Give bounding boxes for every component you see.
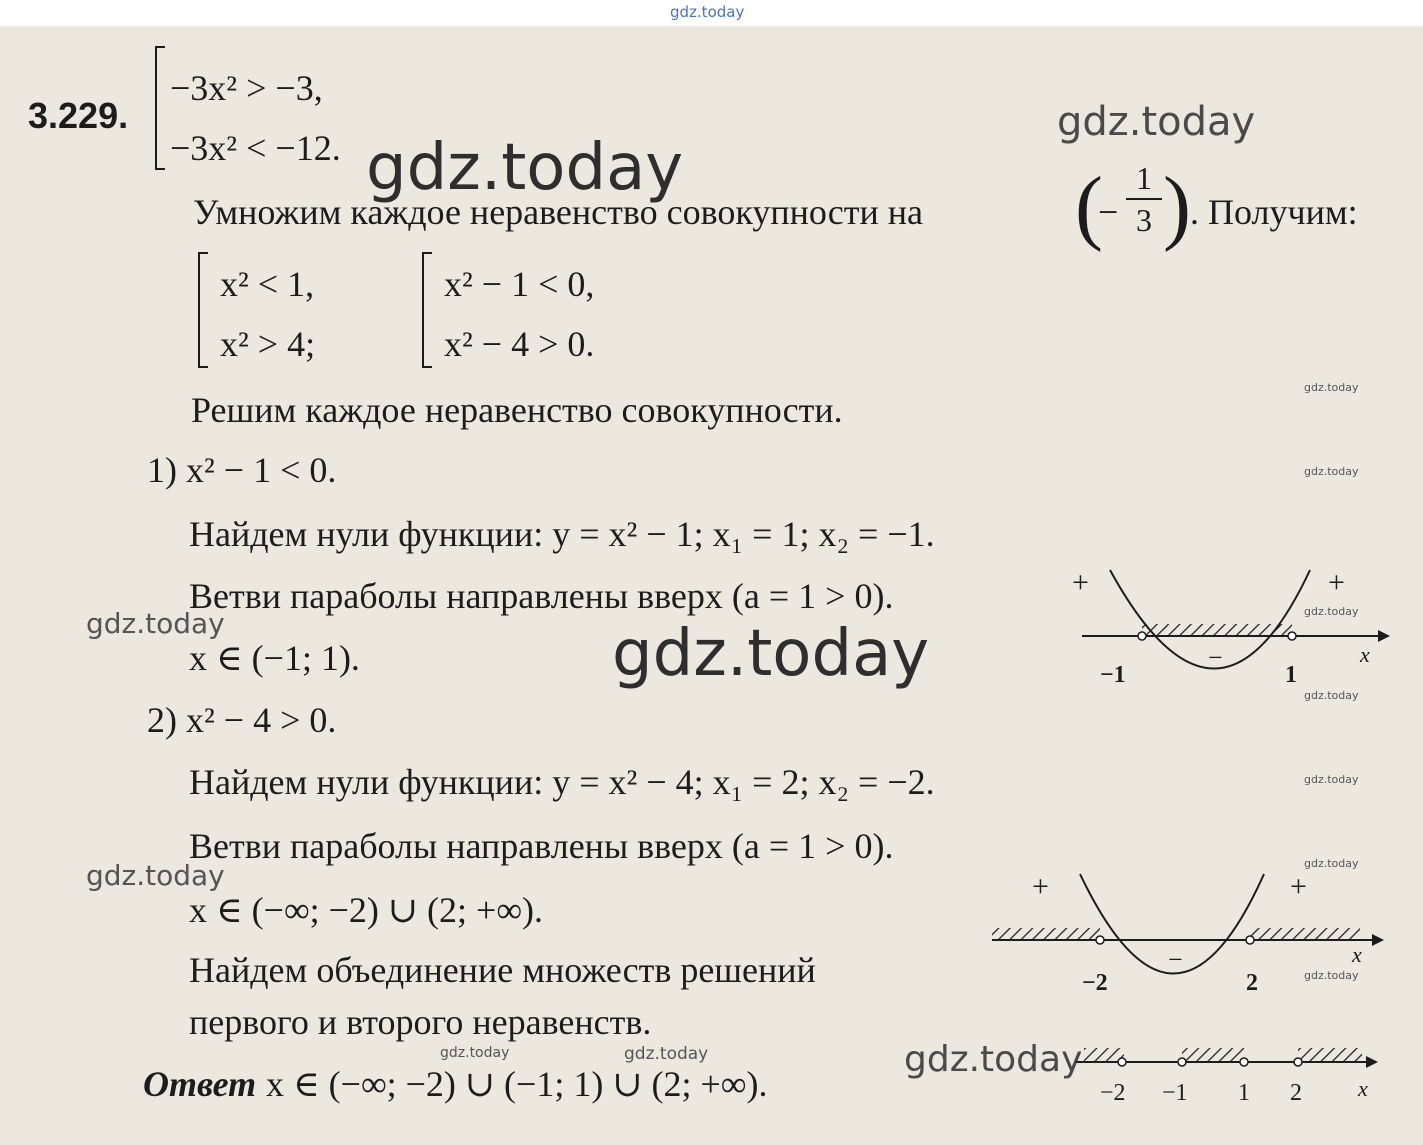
part1-solution: x ∈ (−1; 1).	[189, 638, 360, 678]
part2-solution: x ∈ (−∞; −2) ∪ (2; +∞).	[189, 890, 544, 930]
answer-point-m2	[1118, 1058, 1126, 1066]
part1-minus: −	[1208, 643, 1223, 672]
set-a-line-2: x² > 4;	[220, 324, 316, 364]
watermark-xs-5: gdz.today	[1304, 773, 1359, 786]
part1-root-left-point	[1138, 632, 1146, 640]
watermark-sm-2: gdz.today	[86, 859, 225, 892]
part1-hatch	[1142, 624, 1292, 636]
watermark-xs-8: gdz.today	[440, 1045, 510, 1061]
watermark-xs-9: gdz.today	[624, 1044, 709, 1064]
system-line-2: −3x² < −12.	[170, 128, 341, 168]
part2-axis-label: x	[1352, 942, 1362, 967]
part2-root-left-label: −2	[1082, 970, 1108, 996]
paren-close: )	[1163, 160, 1191, 253]
set-b-line-1: x² − 1 < 0,	[444, 264, 595, 304]
problem-number: 3.229.	[28, 95, 129, 136]
watermark-xs-6: gdz.today	[1304, 857, 1359, 870]
answer-point-2	[1294, 1058, 1302, 1066]
multiply-text: Умножим каждое неравенство совокупности на	[193, 192, 924, 232]
part2-parabola-graph	[990, 868, 1390, 998]
part1-axis-label: x	[1360, 642, 1370, 667]
part2-hatch-left	[992, 928, 1100, 940]
fraction	[1126, 162, 1162, 236]
part1-axis-arrow	[1378, 630, 1390, 642]
part1-inequality: 1) x² − 1 < 0.	[147, 450, 337, 490]
watermark-xs-1: gdz.today	[1304, 381, 1359, 394]
part2-inequality: 2) x² − 4 > 0.	[147, 700, 337, 740]
part1-plus-left: +	[1072, 566, 1089, 599]
answer-number-line	[1070, 1040, 1390, 1120]
watermark-sm-1: gdz.today	[86, 607, 225, 640]
part2-root-left-point	[1096, 936, 1104, 944]
watermark-xs-3: gdz.today	[1304, 605, 1359, 618]
answer-axis-label: x	[1358, 1076, 1368, 1101]
fraction-minus: −	[1098, 192, 1119, 232]
part2-root-right-point	[1246, 936, 1254, 944]
set-b-bracket	[422, 252, 432, 368]
answer-tick-2: 2	[1290, 1080, 1302, 1106]
answer-point-1	[1240, 1058, 1248, 1066]
answer-hatch-2	[1182, 1048, 1244, 1062]
fraction-bar	[1126, 198, 1162, 200]
part1-plus-right: +	[1328, 566, 1345, 599]
watermark-big-1: gdz.today	[366, 131, 684, 205]
answer-label: Ответ	[143, 1064, 257, 1104]
answer-text: x ∈ (−∞; −2) ∪ (−1; 1) ∪ (2; +∞).	[266, 1064, 768, 1104]
get-text: . Получим:	[1190, 192, 1358, 232]
part1-root-right-point	[1288, 632, 1296, 640]
answer-axis-arrow	[1366, 1056, 1378, 1068]
union-line-1: Найдем объединение множеств решений	[189, 950, 816, 990]
part1-root-left-label: −1	[1100, 662, 1126, 688]
set-a-line-1: x² < 1,	[220, 264, 315, 304]
system-line-1: −3x² > −3,	[170, 68, 323, 108]
answer-tick-m2: −2	[1100, 1080, 1126, 1106]
set-a-bracket	[198, 252, 208, 368]
set-b-line-2: x² − 4 > 0.	[444, 324, 595, 364]
top-watermark: gdz.today	[670, 3, 745, 21]
part1-zeros: Найдем нули функции: y = x² − 1; x₁ = 1; x₂ = −1.	[189, 514, 935, 554]
part2-zeros: Найдем нули функции: y = x² − 4; x₁ = 2; x₂ = −2.	[189, 762, 935, 802]
part2-axis-arrow	[1372, 934, 1384, 946]
part2-hatch-right	[1250, 928, 1360, 940]
part1-root-right-label: 1	[1285, 662, 1297, 688]
part1-branches: Ветви параболы направлены вверх (a = 1 > 0).	[189, 576, 894, 616]
system-bracket	[155, 46, 165, 170]
watermark-xs-2: gdz.today	[1304, 465, 1359, 478]
part2-minus: −	[1168, 945, 1183, 974]
watermark-xs-7: gdz.today	[1304, 969, 1359, 982]
union-line-2: первого и второго неравенств.	[189, 1002, 652, 1042]
watermark-mid-1: gdz.today	[1057, 99, 1256, 145]
part2-branches: Ветви параболы направлены вверх (a = 1 > 0).	[189, 826, 894, 866]
part1-parabola-graph	[1060, 562, 1390, 692]
scanned-page	[0, 26, 1423, 1145]
answer-hatch-3	[1298, 1048, 1362, 1062]
part2-plus-left: +	[1032, 870, 1049, 903]
answer-point-m1	[1178, 1058, 1186, 1066]
fraction-numerator: 1	[1136, 160, 1152, 196]
part2-root-right-label: 2	[1246, 970, 1258, 996]
solve-each-text: Решим каждое неравенство совокупности.	[191, 390, 843, 430]
paren-open: (	[1075, 160, 1103, 253]
part2-plus-right: +	[1290, 870, 1307, 903]
watermark-big-2: gdz.today	[612, 617, 930, 691]
watermark-xs-4: gdz.today	[1304, 689, 1359, 702]
watermark-mid-2: gdz.today	[904, 1039, 1083, 1080]
answer-tick-m1: −1	[1162, 1080, 1188, 1106]
fraction-denominator: 3	[1136, 202, 1152, 238]
answer-tick-1: 1	[1238, 1080, 1250, 1106]
